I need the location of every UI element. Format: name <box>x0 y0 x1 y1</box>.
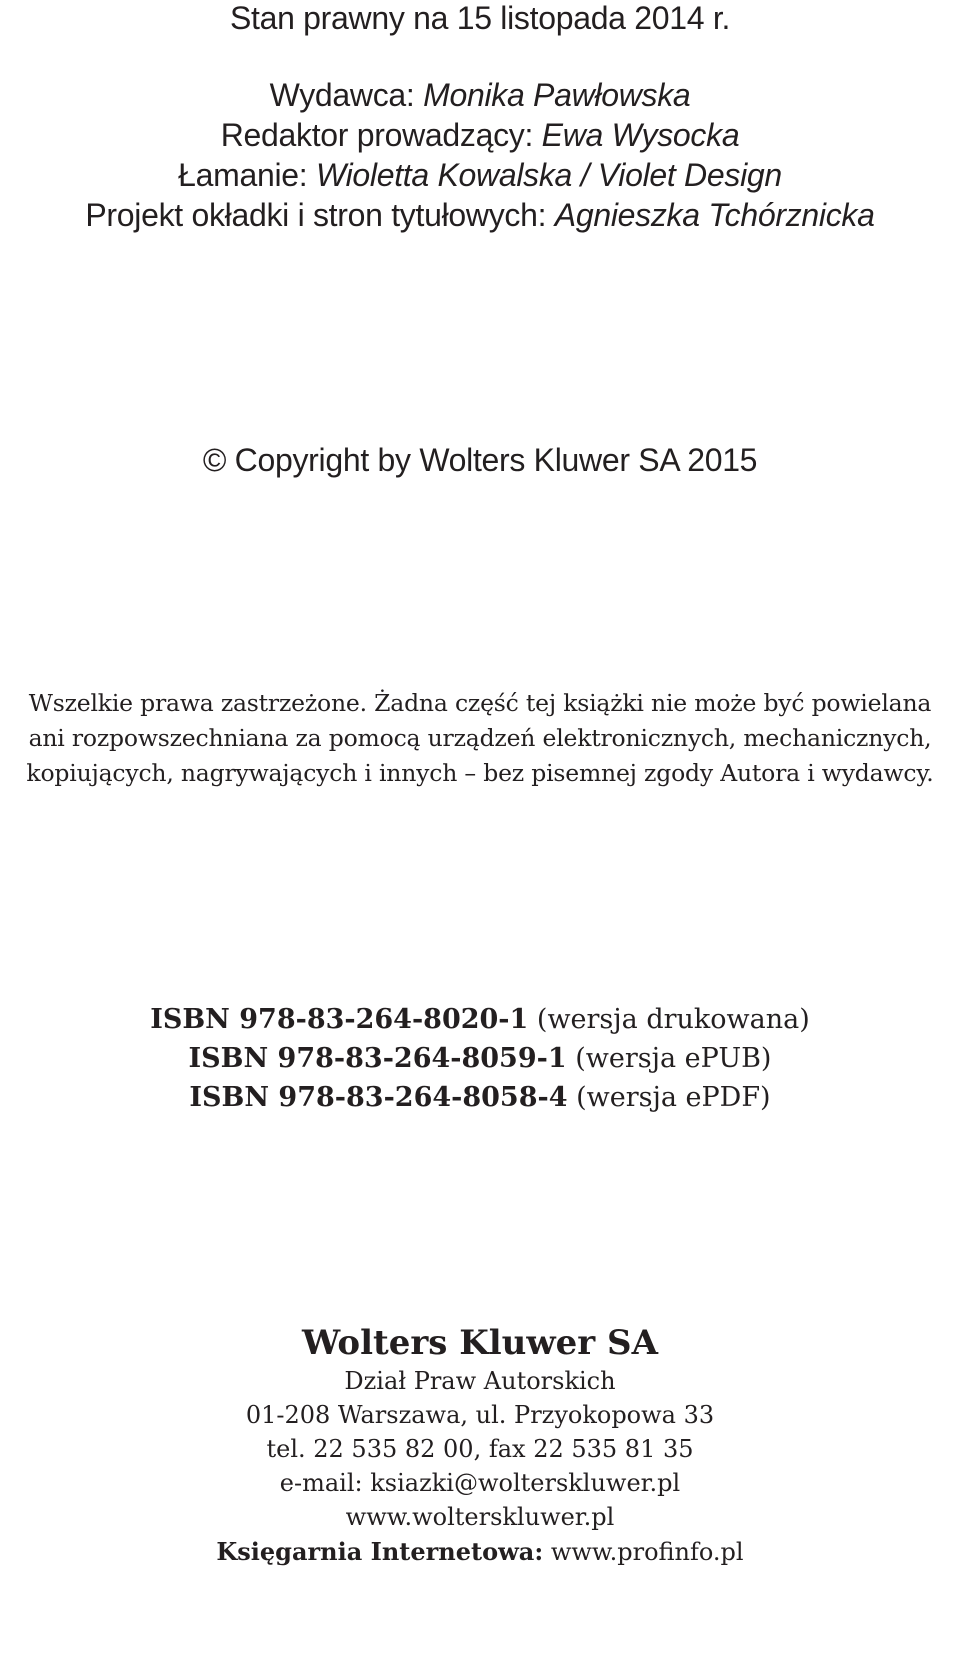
credit-typesetting <box>0 157 960 194</box>
isbn-variant: (wersja ePUB) <box>575 1043 772 1074</box>
credit-name: Monika Pawłowska <box>423 77 691 113</box>
publisher-address: 01-208 Warszawa, ul. Przyokopowa 33 <box>245 1401 715 1429</box>
rights-text-line: kopiujących, nagrywających i innych – bez pisemnej zgody Autora i wydawcy. <box>26 759 934 787</box>
credit-name: Agnieszka Tchórznicka <box>554 197 875 233</box>
publisher-department: Dział Praw Autorskich <box>344 1367 616 1395</box>
isbn-number: ISBN 978-83-264-8020-1 <box>150 1004 529 1035</box>
credit-label: Łamanie: <box>178 157 308 193</box>
bookstore-label: Księgarnia Internetowa: <box>216 1537 544 1566</box>
legal-status: Stan prawny na 15 listopada 2014 r. <box>229 0 731 36</box>
publisher-website: www.wolterskluwer.pl <box>345 1503 615 1531</box>
rights-text-line: ani rozpowszechniana za pomocą urządzeń elektronicznych, mechanicznych, <box>28 724 932 752</box>
isbn-print <box>0 1004 960 1035</box>
credit-editor <box>0 117 960 154</box>
isbn-variant: (wersja ePDF) <box>576 1082 771 1113</box>
isbn-epub <box>0 1043 960 1074</box>
credit-publisher <box>0 77 960 114</box>
rights-text-line: Wszelkie prawa zastrzeżone. Żadna część tej książki nie może być powielana <box>28 689 932 717</box>
credit-name: Wioletta Kowalska / Violet Design <box>315 157 782 193</box>
publisher-bookstore <box>0 1537 960 1566</box>
credit-label: Projekt okładki i stron tytułowych: <box>85 197 547 233</box>
credit-cover-design <box>0 197 960 234</box>
isbn-number: ISBN 978-83-264-8058-4 <box>189 1082 568 1113</box>
credit-label: Redaktor prowadzący: <box>220 117 534 153</box>
isbn-number: ISBN 978-83-264-8059-1 <box>188 1043 567 1074</box>
copyright-notice: © Copyright by Wolters Kluwer SA 2015 <box>202 442 758 478</box>
bookstore-url: www.profinfo.pl <box>550 1538 744 1566</box>
isbn-variant: (wersja drukowana) <box>536 1004 810 1035</box>
publisher-name: Wolters Kluwer SA <box>301 1323 658 1363</box>
credit-name: Ewa Wysocka <box>541 117 740 153</box>
publisher-phone: tel. 22 535 82 00, fax 22 535 81 35 <box>266 1435 694 1463</box>
credit-label: Wydawca: <box>269 77 415 113</box>
publisher-email: e-mail: ksiazki@wolterskluwer.pl <box>279 1469 681 1497</box>
isbn-epdf <box>0 1082 960 1113</box>
